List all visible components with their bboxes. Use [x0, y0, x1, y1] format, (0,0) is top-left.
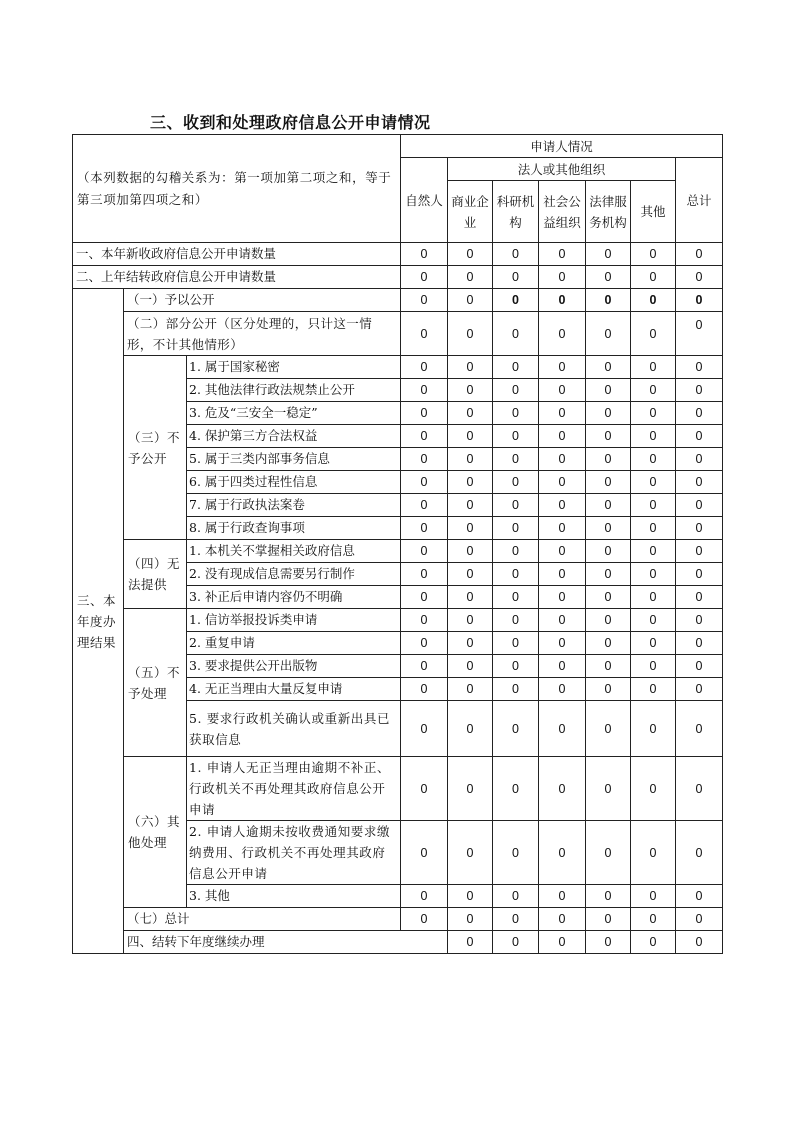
- value-public-welfare-org: 0: [539, 757, 586, 821]
- value-natural-person: 0: [401, 908, 448, 931]
- header-natural-person: 自然人: [401, 158, 448, 243]
- header-legal-service-org: 法律服务机构: [586, 181, 631, 243]
- row-label: 1. 属于国家秘密: [187, 356, 401, 379]
- header-applicant-situation: 申请人情况: [401, 135, 723, 158]
- value-commercial-enterprise: 0: [448, 494, 493, 517]
- value-other: 0: [631, 517, 676, 540]
- value-research-institution: 0: [493, 471, 539, 494]
- value-total: 0: [676, 402, 723, 425]
- value-total: 0: [676, 471, 723, 494]
- value-commercial-enterprise: 0: [448, 266, 493, 289]
- value-other: 0: [631, 266, 676, 289]
- value-legal-service-org: 0: [586, 266, 631, 289]
- value-natural-person: 0: [401, 540, 448, 563]
- value-research-institution: 0: [493, 885, 539, 908]
- row-label: 1. 申请人无正当理由逾期不补正、行政机关不再处理其政府信息公开申请: [187, 757, 401, 821]
- value-natural-person: 0: [401, 425, 448, 448]
- value-public-welfare-org: 0: [539, 379, 586, 402]
- value-research-institution: 0: [493, 563, 539, 586]
- value-legal-service-org: 0: [586, 243, 631, 266]
- value-research-institution: 0: [493, 266, 539, 289]
- value-total: 0: [676, 425, 723, 448]
- value-commercial-enterprise: 0: [448, 448, 493, 471]
- value-total: 0: [676, 266, 723, 289]
- value-legal-service-org: 0: [586, 563, 631, 586]
- value-other: 0: [631, 609, 676, 632]
- row-label: 3. 补正后申请内容仍不明确: [187, 586, 401, 609]
- value-commercial-enterprise: 0: [448, 701, 493, 757]
- value-other: 0: [631, 632, 676, 655]
- value-commercial-enterprise: 0: [448, 655, 493, 678]
- value-research-institution: 0: [493, 425, 539, 448]
- value-total: 0: [676, 448, 723, 471]
- row-label: 2. 申请人逾期未按收费通知要求缴纳费用、行政机关不再处理其政府信息公开申请: [187, 821, 401, 885]
- value-legal-service-org: 0: [586, 885, 631, 908]
- value-research-institution: 0: [493, 609, 539, 632]
- value-public-welfare-org: 0: [539, 312, 586, 356]
- value-natural-person: 0: [401, 471, 448, 494]
- value-total: 0: [676, 885, 723, 908]
- value-total: 0: [676, 243, 723, 266]
- row-label: 一、本年新收政府信息公开申请数量: [73, 243, 401, 266]
- value-research-institution: 0: [493, 701, 539, 757]
- value-research-institution: 0: [493, 678, 539, 701]
- value-research-institution: 0: [493, 312, 539, 356]
- header-other: 其他: [631, 181, 676, 243]
- row-label: 1. 本机关不掌握相关政府信息: [187, 540, 401, 563]
- not-disclose-group-label: （三）不予公开: [124, 356, 187, 540]
- value-natural-person: 0: [401, 517, 448, 540]
- value-commercial-enterprise: 0: [448, 757, 493, 821]
- value-research-institution: 0: [493, 448, 539, 471]
- value-other: 0: [631, 821, 676, 885]
- other-process-group-label: （六）其他处理: [124, 757, 187, 908]
- header-note: （本列数据的勾稽关系为：第一项加第二项之和，等于第三项加第四项之和）: [73, 135, 401, 243]
- value-other: 0: [631, 908, 676, 931]
- value-other: 0: [631, 402, 676, 425]
- value-natural-person: 0: [401, 655, 448, 678]
- header-total: 总计: [676, 158, 723, 243]
- row-label: 4. 保护第三方合法权益: [187, 425, 401, 448]
- value-research-institution: 0: [493, 243, 539, 266]
- value-commercial-enterprise: 0: [448, 379, 493, 402]
- value-total: 0: [676, 356, 723, 379]
- value-research-institution: 0: [493, 402, 539, 425]
- value-legal-service-org: 0: [586, 908, 631, 931]
- foi-requests-table: [72, 134, 723, 954]
- value-legal-service-org: 0: [586, 471, 631, 494]
- value-legal-service-org: 0: [586, 540, 631, 563]
- value-legal-service-org: 0: [586, 448, 631, 471]
- value-public-welfare-org: 0: [539, 678, 586, 701]
- value-total: 0: [676, 494, 723, 517]
- row-label: 2. 重复申请: [187, 632, 401, 655]
- value-commercial-enterprise: 0: [448, 908, 493, 931]
- value-commercial-enterprise: 0: [448, 289, 493, 312]
- value-other: 0: [631, 356, 676, 379]
- value-commercial-enterprise: 0: [448, 243, 493, 266]
- value-total: 0: [676, 563, 723, 586]
- table-row-not-disclose-1: [73, 356, 723, 379]
- value-commercial-enterprise: 0: [448, 563, 493, 586]
- table-row-cannot-provide-1: [73, 540, 723, 563]
- value-total: 0: [676, 312, 723, 356]
- value-natural-person: 0: [401, 586, 448, 609]
- value-research-institution: 0: [493, 540, 539, 563]
- value-natural-person: 0: [401, 494, 448, 517]
- value-public-welfare-org: 0: [539, 540, 586, 563]
- row-label: 8. 属于行政查询事项: [187, 517, 401, 540]
- value-legal-service-org: 0: [631, 931, 676, 954]
- value-natural-person: 0: [401, 243, 448, 266]
- row-label: 5. 要求行政机关确认或重新出具已获取信息: [187, 701, 401, 757]
- table-row-other-process-1: [73, 757, 723, 821]
- header-legal-or-other-org: 法人或其他组织: [448, 158, 676, 181]
- value-total: 0: [676, 540, 723, 563]
- value-research-institution: 0: [493, 757, 539, 821]
- value-legal-service-org: 0: [586, 586, 631, 609]
- value-legal-service-org: 0: [586, 425, 631, 448]
- row-label: 2. 其他法律行政法规禁止公开: [187, 379, 401, 402]
- header-research-institution: 科研机构: [493, 181, 539, 243]
- value-research-institution: 0: [539, 931, 586, 954]
- value-commercial-enterprise: 0: [448, 356, 493, 379]
- value-other: 0: [631, 471, 676, 494]
- value-other: 0: [631, 885, 676, 908]
- value-commercial-enterprise: 0: [448, 312, 493, 356]
- value-public-welfare-org: 0: [539, 448, 586, 471]
- value-other: 0: [631, 757, 676, 821]
- value-legal-service-org: 0: [586, 821, 631, 885]
- cannot-provide-group-label: （四）无法提供: [124, 540, 187, 609]
- table-row-not-process-1: [73, 609, 723, 632]
- value-legal-service-org: 0: [586, 379, 631, 402]
- value-natural-person: 0: [401, 289, 448, 312]
- value-natural-person: 0: [401, 701, 448, 757]
- row-label: 6. 属于四类过程性信息: [187, 471, 401, 494]
- row-label: 3. 其他: [187, 885, 401, 908]
- value-public-welfare-org: 0: [539, 494, 586, 517]
- row-label: （七）总计: [124, 908, 401, 931]
- table-row-carry-forward: [73, 931, 723, 954]
- value-total: 0: [676, 701, 723, 757]
- value-public-welfare-org: 0: [539, 655, 586, 678]
- value-public-welfare-org: 0: [539, 517, 586, 540]
- value-natural-person: 0: [401, 266, 448, 289]
- value-other: 0: [631, 312, 676, 356]
- value-public-welfare-org: 0: [539, 632, 586, 655]
- row-label: 4. 无正当理由大量反复申请: [187, 678, 401, 701]
- value-total: 0: [676, 655, 723, 678]
- row-label: 2. 没有现成信息需要另行制作: [187, 563, 401, 586]
- value-other: 0: [631, 540, 676, 563]
- header-commercial-enterprise: 商业企业: [448, 181, 493, 243]
- value-other: 0: [631, 289, 676, 312]
- value-total: 0: [676, 289, 723, 312]
- value-commercial-enterprise: 0: [448, 540, 493, 563]
- value-commercial-enterprise: 0: [448, 632, 493, 655]
- table-row-subtotal: [73, 908, 723, 931]
- row-label: 3. 要求提供公开出版物: [187, 655, 401, 678]
- value-total: 0: [676, 678, 723, 701]
- row-label: 四、结转下年度继续办理: [124, 931, 448, 954]
- value-public-welfare-org: 0: [539, 563, 586, 586]
- value-other: 0: [631, 701, 676, 757]
- value-other: 0: [631, 243, 676, 266]
- row-label: 1. 信访举报投诉类申请: [187, 609, 401, 632]
- value-legal-service-org: 0: [586, 517, 631, 540]
- value-commercial-enterprise: 0: [448, 609, 493, 632]
- value-research-institution: 0: [493, 586, 539, 609]
- value-natural-person: 0: [401, 632, 448, 655]
- row-label: （二）部分公开（区分处理的，只计这一情形，不计其他情形）: [124, 312, 401, 356]
- value-natural-person: 0: [401, 356, 448, 379]
- table-row-disclose: [73, 289, 723, 312]
- results-group-label: 三、本年度办理结果: [73, 289, 124, 954]
- value-research-institution: 0: [493, 655, 539, 678]
- value-total: 0: [676, 609, 723, 632]
- value-other: 0: [631, 425, 676, 448]
- value-public-welfare-org: 0: [539, 701, 586, 757]
- value-total: 0: [676, 379, 723, 402]
- value-other: 0: [676, 931, 723, 954]
- value-other: 0: [631, 494, 676, 517]
- value-other: 0: [631, 586, 676, 609]
- row-label: 二、上年结转政府信息公开申请数量: [73, 266, 401, 289]
- value-legal-service-org: 0: [586, 655, 631, 678]
- value-research-institution: 0: [493, 908, 539, 931]
- value-research-institution: 0: [493, 821, 539, 885]
- not-process-group-label: （五）不予处理: [124, 609, 187, 757]
- value-commercial-enterprise: 0: [448, 885, 493, 908]
- value-commercial-enterprise: 0: [448, 586, 493, 609]
- value-total: 0: [676, 632, 723, 655]
- value-legal-service-org: 0: [586, 312, 631, 356]
- value-natural-person: 0: [401, 402, 448, 425]
- value-total: 0: [676, 757, 723, 821]
- value-public-welfare-org: 0: [539, 425, 586, 448]
- value-legal-service-org: 0: [586, 701, 631, 757]
- value-legal-service-org: 0: [586, 356, 631, 379]
- table-row-carried-over: [73, 266, 723, 289]
- value-research-institution: 0: [493, 517, 539, 540]
- value-natural-person: 0: [401, 821, 448, 885]
- value-public-welfare-org: 0: [539, 609, 586, 632]
- value-total: 0: [676, 908, 723, 931]
- value-other: 0: [631, 678, 676, 701]
- value-public-welfare-org: 0: [539, 289, 586, 312]
- header-row-1: [73, 135, 723, 158]
- section-title: 三、收到和处理政府信息公开申请情况: [150, 113, 431, 132]
- value-public-welfare-org: 0: [539, 243, 586, 266]
- value-commercial-enterprise: 0: [448, 402, 493, 425]
- header-public-welfare-org: 社会公益组织: [539, 181, 586, 243]
- value-commercial-enterprise: 0: [493, 931, 539, 954]
- value-public-welfare-org: 0: [539, 821, 586, 885]
- value-natural-person: 0: [401, 563, 448, 586]
- value-public-welfare-org: 0: [586, 931, 631, 954]
- value-legal-service-org: 0: [586, 632, 631, 655]
- value-legal-service-org: 0: [586, 494, 631, 517]
- value-legal-service-org: 0: [586, 678, 631, 701]
- value-natural-person: 0: [401, 609, 448, 632]
- value-other: 0: [631, 448, 676, 471]
- value-natural-person: 0: [401, 678, 448, 701]
- value-total: 0: [676, 821, 723, 885]
- table-row-partial-disclose: [73, 312, 723, 356]
- value-public-welfare-org: 0: [539, 908, 586, 931]
- value-public-welfare-org: 0: [539, 402, 586, 425]
- value-natural-person: 0: [401, 312, 448, 356]
- value-other: 0: [631, 379, 676, 402]
- value-legal-service-org: 0: [586, 757, 631, 821]
- value-legal-service-org: 0: [586, 402, 631, 425]
- table-row-new-requests: [73, 243, 723, 266]
- value-public-welfare-org: 0: [539, 586, 586, 609]
- value-research-institution: 0: [493, 289, 539, 312]
- value-natural-person: 0: [448, 931, 493, 954]
- value-research-institution: 0: [493, 356, 539, 379]
- value-public-welfare-org: 0: [539, 356, 586, 379]
- value-total: 0: [676, 586, 723, 609]
- value-public-welfare-org: 0: [539, 885, 586, 908]
- value-commercial-enterprise: 0: [448, 425, 493, 448]
- value-public-welfare-org: 0: [539, 471, 586, 494]
- value-public-welfare-org: 0: [539, 266, 586, 289]
- row-label: 5. 属于三类内部事务信息: [187, 448, 401, 471]
- value-natural-person: 0: [401, 757, 448, 821]
- value-commercial-enterprise: 0: [448, 517, 493, 540]
- value-legal-service-org: 0: [586, 289, 631, 312]
- row-label: 3. 危及“三安全一稳定”: [187, 402, 401, 425]
- value-commercial-enterprise: 0: [448, 678, 493, 701]
- row-label: 7. 属于行政执法案卷: [187, 494, 401, 517]
- value-other: 0: [631, 655, 676, 678]
- row-label: （一）予以公开: [124, 289, 401, 312]
- value-legal-service-org: 0: [586, 609, 631, 632]
- value-commercial-enterprise: 0: [448, 821, 493, 885]
- value-total: 0: [676, 517, 723, 540]
- value-other: 0: [631, 563, 676, 586]
- value-commercial-enterprise: 0: [448, 471, 493, 494]
- value-natural-person: 0: [401, 448, 448, 471]
- value-research-institution: 0: [493, 494, 539, 517]
- value-research-institution: 0: [493, 379, 539, 402]
- value-natural-person: 0: [401, 379, 448, 402]
- value-natural-person: 0: [401, 885, 448, 908]
- value-research-institution: 0: [493, 632, 539, 655]
